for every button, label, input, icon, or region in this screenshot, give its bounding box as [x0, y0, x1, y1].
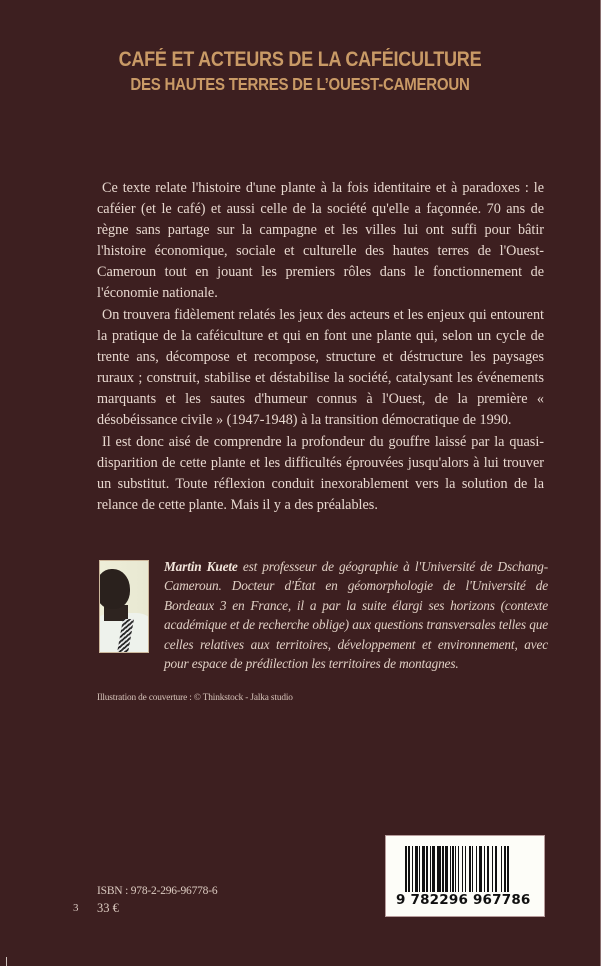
blurb-text — [97, 178, 544, 517]
author-bio-text: est professeur de géographie à l'Université de Dschang-Cameroun. Docteur d'État en géomorphologie de l'Université de Bordeaux 3 en France, il a par la suite élargi ses horizons (contexte académique et de recherche oblige) aux questions transversales telles que celles relatives aux territoires, développement et environnement, avec pour espace de prédilection les territoires de montagnes. — [164, 559, 548, 672]
isbn-text: ISBN : 978-2-296-96778-6 — [97, 885, 218, 897]
blurb-paragraph-1: Ce texte relate l'histoire d'une plante à la fois identitaire et à paradoxes : le caféier (et le café) et aussi celle de la société qu'elle a façonnée. 70 ans de règne sans partage sur la campagne et les villes lui ont suffi pour bâtir l'histoire économique, sociale et culturelle des hautes terres de l'Ouest-Cameroun tout en jouant les premiers rôles dans le fonctionnement de l'économie nationale. — [97, 180, 544, 301]
photo-head — [99, 569, 130, 609]
author-photo — [99, 560, 149, 653]
blurb-paragraph-3: Il est donc aisé de comprendre la profondeur du gouffre laissé par la quasi-disparition de cette plante et les difficultés éprouvées jusqu'alors à lui trouver un substitut. Toute réflexion conduit inexorablement vers la solution de la relance de cette plante. Mais il y a des préalables. — [97, 434, 544, 513]
author-bio — [164, 557, 548, 673]
crop-mark — [6, 957, 7, 966]
page-number: 3 — [73, 902, 79, 914]
blurb-paragraph-2: On trouvera fidèlement relatés les jeux des acteurs et les enjeux qui entourent la pratique de la caféiculture et qui en font une plante qui, selon un cycle de trente ans, décompose et recompose, structure et déstructure les paysages ruraux ; construit, stabilise et déstabilise la société, catalysant les événements marquants et les sautes d'humeur connus à l'Ouest, de la première « désobéissance civile » (1947-1948) à la transition démocratique de 1990. — [97, 307, 544, 428]
author-name: Martin Kuete — [164, 559, 238, 574]
book-title — [0, 47, 600, 95]
title-line-1: CAFÉ ET ACTEURS DE LA CAFÉICULTURE — [118, 48, 482, 71]
barcode-number: 9 782296 967786 — [396, 892, 531, 908]
title-line-2: DES HAUTES TERRES DE L’OUEST-CAMEROUN — [130, 74, 470, 94]
barcode-digits — [395, 892, 535, 908]
price-text: 33 € — [97, 901, 119, 915]
barcode — [385, 835, 545, 917]
illustration-credit: Illustration de couverture : © Thinkstock - Jalka studio — [97, 693, 293, 703]
